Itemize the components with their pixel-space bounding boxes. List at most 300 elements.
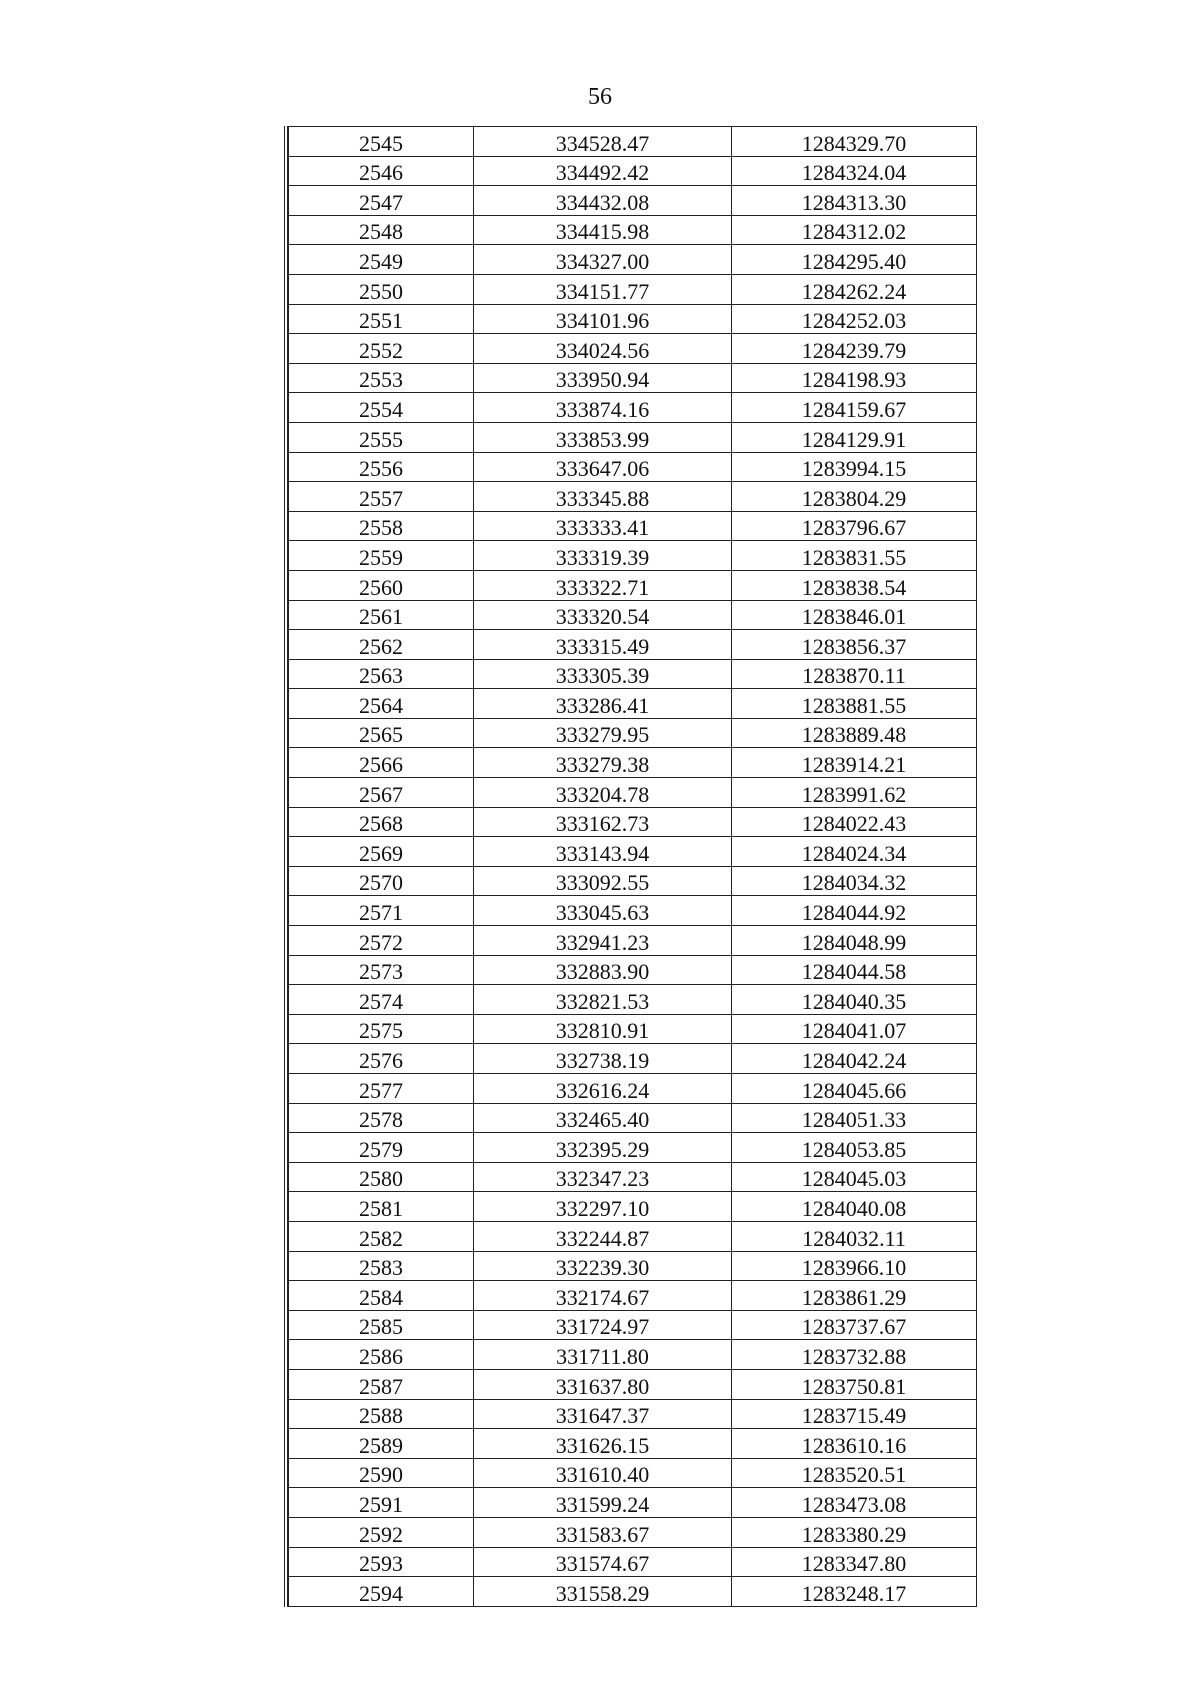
cell-text: 2559 xyxy=(359,544,403,570)
x-coordinate-cell xyxy=(474,1340,732,1370)
x-coordinate-cell xyxy=(474,541,732,571)
cell-text: 332239.30 xyxy=(555,1255,650,1281)
x-coordinate-cell xyxy=(474,1103,732,1133)
cell-text: 1283831.55 xyxy=(801,544,907,570)
table-row xyxy=(289,1133,977,1163)
y-coordinate-cell xyxy=(732,866,977,896)
point-number-cell xyxy=(289,866,474,896)
point-number-cell xyxy=(289,1517,474,1547)
y-coordinate-cell xyxy=(732,837,977,867)
cell-text: 2557 xyxy=(359,485,403,511)
cell-text: 1284053.85 xyxy=(801,1136,907,1162)
cell-text: 2576 xyxy=(359,1048,403,1073)
y-coordinate-cell xyxy=(732,245,977,275)
y-coordinate-cell xyxy=(732,334,977,364)
cell-text: 333320.54 xyxy=(555,604,650,630)
cell-text: 1283966.10 xyxy=(801,1255,907,1281)
table-row xyxy=(289,600,977,630)
cell-text: 2580 xyxy=(359,1166,403,1192)
cell-text: 1284034.32 xyxy=(801,870,907,896)
cell-text: 331637.80 xyxy=(555,1373,650,1399)
table-row xyxy=(289,1340,977,1370)
y-coordinate-cell xyxy=(732,748,977,778)
x-coordinate-cell xyxy=(474,896,732,926)
point-number-cell xyxy=(289,1162,474,1192)
table-row xyxy=(289,630,977,660)
cell-text: 2556 xyxy=(359,456,403,482)
point-number-cell xyxy=(289,334,474,364)
x-coordinate-cell xyxy=(474,1399,732,1429)
y-coordinate-cell xyxy=(732,1014,977,1044)
point-number-cell xyxy=(289,541,474,571)
table-row xyxy=(289,837,977,867)
y-coordinate-cell xyxy=(732,1577,977,1607)
point-number-cell xyxy=(289,1399,474,1429)
cell-text: 1283991.62 xyxy=(801,781,907,807)
cell-text: 2571 xyxy=(359,900,403,926)
cell-text: 333092.55 xyxy=(555,870,650,896)
cell-text: 333286.41 xyxy=(555,692,650,718)
cell-text: 1284239.79 xyxy=(801,337,907,363)
cell-text: 333143.94 xyxy=(555,840,650,866)
y-coordinate-cell xyxy=(732,807,977,837)
cell-text: 334432.08 xyxy=(555,189,650,215)
y-coordinate-cell xyxy=(732,718,977,748)
cell-text: 334024.56 xyxy=(555,337,650,363)
cell-text: 2588 xyxy=(359,1403,403,1429)
cell-text: 2573 xyxy=(359,959,403,985)
x-coordinate-cell xyxy=(474,837,732,867)
x-coordinate-cell xyxy=(474,215,732,245)
table-row xyxy=(289,1577,977,1607)
cell-text: 2569 xyxy=(359,840,403,866)
cell-text: 1284313.30 xyxy=(801,189,907,215)
table-row xyxy=(289,1458,977,1488)
point-number-cell xyxy=(289,186,474,216)
y-coordinate-cell xyxy=(732,1429,977,1459)
cell-text: 2551 xyxy=(359,308,403,334)
cell-text: 2589 xyxy=(359,1432,403,1458)
x-coordinate-cell xyxy=(474,630,732,660)
cell-text: 334151.77 xyxy=(555,278,650,304)
cell-text: 1284044.92 xyxy=(801,900,907,926)
point-number-cell xyxy=(289,837,474,867)
y-coordinate-cell xyxy=(732,156,977,186)
x-coordinate-cell xyxy=(474,866,732,896)
table-row xyxy=(289,1310,977,1340)
table-row xyxy=(289,1221,977,1251)
cell-text: 333322.71 xyxy=(555,574,650,600)
cell-text: 1283804.29 xyxy=(801,485,907,511)
x-coordinate-cell xyxy=(474,570,732,600)
x-coordinate-cell xyxy=(474,1577,732,1607)
cell-text: 2562 xyxy=(359,633,403,659)
y-coordinate-cell xyxy=(732,689,977,719)
point-number-cell xyxy=(289,1340,474,1370)
table-row xyxy=(289,659,977,689)
cell-text: 2546 xyxy=(359,160,403,186)
cell-text: 1284048.99 xyxy=(801,929,907,955)
y-coordinate-cell xyxy=(732,1192,977,1222)
table-row xyxy=(289,1162,977,1192)
y-coordinate-cell xyxy=(732,274,977,304)
x-coordinate-cell xyxy=(474,1517,732,1547)
cell-text: 2564 xyxy=(359,692,403,718)
cell-text: 333853.99 xyxy=(555,426,650,452)
cell-text: 1284051.33 xyxy=(801,1107,907,1133)
point-number-cell xyxy=(289,1103,474,1133)
x-coordinate-cell xyxy=(474,452,732,482)
cell-text: 332616.24 xyxy=(555,1077,650,1103)
cell-text: 331711.80 xyxy=(556,1343,649,1369)
cell-text: 334101.96 xyxy=(555,308,650,334)
point-number-cell xyxy=(289,304,474,334)
cell-text: 332395.29 xyxy=(555,1136,650,1162)
y-coordinate-cell xyxy=(732,1458,977,1488)
y-coordinate-cell xyxy=(732,215,977,245)
cell-text: 2566 xyxy=(359,752,403,778)
cell-text: 1284024.34 xyxy=(801,840,907,866)
x-coordinate-cell xyxy=(474,334,732,364)
cell-text: 1283610.16 xyxy=(801,1432,907,1458)
point-number-cell xyxy=(289,689,474,719)
point-number-cell xyxy=(289,1281,474,1311)
cell-text: 2594 xyxy=(359,1580,403,1606)
point-number-cell xyxy=(289,600,474,630)
point-number-cell xyxy=(289,748,474,778)
cell-text: 1283520.51 xyxy=(801,1462,907,1488)
cell-text: 331558.29 xyxy=(555,1580,650,1606)
cell-text: 333319.39 xyxy=(555,544,650,570)
cell-text: 1283715.49 xyxy=(801,1403,907,1429)
table-row xyxy=(289,896,977,926)
cell-text: 333305.39 xyxy=(555,663,650,689)
cell-text: 2552 xyxy=(359,337,403,363)
cell-text: 1283380.29 xyxy=(801,1521,907,1547)
y-coordinate-cell xyxy=(732,1133,977,1163)
cell-text: 2548 xyxy=(359,219,403,245)
x-coordinate-cell xyxy=(474,1044,732,1074)
cell-text: 1283732.88 xyxy=(801,1343,907,1369)
y-coordinate-cell xyxy=(732,896,977,926)
cell-text: 1283889.48 xyxy=(801,722,907,748)
cell-text: 334492.42 xyxy=(555,160,650,186)
point-number-cell xyxy=(289,570,474,600)
x-coordinate-cell xyxy=(474,1369,732,1399)
cell-text: 2572 xyxy=(359,929,403,955)
x-coordinate-cell xyxy=(474,1310,732,1340)
x-coordinate-cell xyxy=(474,274,732,304)
cell-text: 332821.53 xyxy=(555,988,650,1014)
cell-text: 333315.49 xyxy=(555,633,650,659)
point-number-cell xyxy=(289,985,474,1015)
coordinates-table xyxy=(288,126,977,1607)
cell-text: 332883.90 xyxy=(555,959,650,985)
point-number-cell xyxy=(289,1310,474,1340)
y-coordinate-cell xyxy=(732,985,977,1015)
point-number-cell xyxy=(289,422,474,452)
cell-text: 332347.23 xyxy=(555,1166,650,1192)
x-coordinate-cell xyxy=(474,127,732,157)
table-row xyxy=(289,541,977,571)
cell-text: 331647.37 xyxy=(555,1403,650,1429)
x-coordinate-cell xyxy=(474,1458,732,1488)
point-number-cell xyxy=(289,363,474,393)
table-row xyxy=(289,955,977,985)
y-coordinate-cell xyxy=(732,955,977,985)
cell-text: 331610.40 xyxy=(555,1462,650,1488)
y-coordinate-cell xyxy=(732,393,977,423)
cell-text: 333045.63 xyxy=(555,900,650,926)
y-coordinate-cell xyxy=(732,1340,977,1370)
x-coordinate-cell xyxy=(474,1221,732,1251)
point-number-cell xyxy=(289,1074,474,1104)
point-number-cell xyxy=(289,1577,474,1607)
x-coordinate-cell xyxy=(474,1281,732,1311)
point-number-cell xyxy=(289,452,474,482)
table-row xyxy=(289,1399,977,1429)
table-row xyxy=(289,985,977,1015)
table-row xyxy=(289,866,977,896)
table-row xyxy=(289,689,977,719)
table-row xyxy=(289,778,977,808)
point-number-cell xyxy=(289,1251,474,1281)
cell-text: 1283861.29 xyxy=(801,1284,907,1310)
cell-text: 1283796.67 xyxy=(801,515,907,541)
cell-text: 2586 xyxy=(359,1343,403,1369)
x-coordinate-cell xyxy=(474,422,732,452)
cell-text: 1283846.01 xyxy=(801,604,907,630)
x-coordinate-cell xyxy=(474,1014,732,1044)
coordinates-table-frame xyxy=(284,126,977,1607)
cell-text: 1283347.80 xyxy=(801,1551,907,1577)
cell-text: 2563 xyxy=(359,663,403,689)
table-row xyxy=(289,422,977,452)
point-number-cell xyxy=(289,659,474,689)
table-row xyxy=(289,1044,977,1074)
cell-text: 1283750.81 xyxy=(801,1373,907,1399)
table-row xyxy=(289,1074,977,1104)
cell-text: 2584 xyxy=(359,1284,403,1310)
y-coordinate-cell xyxy=(732,600,977,630)
cell-text: 334528.47 xyxy=(555,130,650,156)
x-coordinate-cell xyxy=(474,511,732,541)
x-coordinate-cell xyxy=(474,600,732,630)
y-coordinate-cell xyxy=(732,630,977,660)
cell-text: 331626.15 xyxy=(555,1432,650,1458)
cell-text: 1284198.93 xyxy=(801,367,907,393)
cell-text: 1284159.67 xyxy=(801,396,907,422)
cell-text: 1284324.04 xyxy=(801,160,907,186)
cell-text: 1283838.54 xyxy=(801,574,907,600)
cell-text: 1283856.37 xyxy=(801,633,907,659)
point-number-cell xyxy=(289,807,474,837)
cell-text: 1284329.70 xyxy=(801,130,907,156)
cell-text: 1284032.11 xyxy=(802,1225,906,1251)
table-row xyxy=(289,186,977,216)
y-coordinate-cell xyxy=(732,304,977,334)
cell-text: 2583 xyxy=(359,1255,403,1281)
cell-text: 2565 xyxy=(359,722,403,748)
table-row xyxy=(289,926,977,956)
point-number-cell xyxy=(289,955,474,985)
cell-text: 1284129.91 xyxy=(801,426,907,452)
cell-text: 1284045.66 xyxy=(801,1077,907,1103)
point-number-cell xyxy=(289,1369,474,1399)
point-number-cell xyxy=(289,1044,474,1074)
table-row xyxy=(289,1103,977,1133)
x-coordinate-cell xyxy=(474,482,732,512)
y-coordinate-cell xyxy=(732,570,977,600)
cell-text: 331574.67 xyxy=(555,1551,650,1577)
cell-text: 1284312.02 xyxy=(801,219,907,245)
point-number-cell xyxy=(289,127,474,157)
y-coordinate-cell xyxy=(732,1517,977,1547)
table-row xyxy=(289,748,977,778)
x-coordinate-cell xyxy=(474,156,732,186)
cell-text: 2558 xyxy=(359,515,403,541)
cell-text: 1284044.58 xyxy=(801,959,907,985)
cell-text: 2549 xyxy=(359,248,403,274)
x-coordinate-cell xyxy=(474,659,732,689)
x-coordinate-cell xyxy=(474,1162,732,1192)
y-coordinate-cell xyxy=(732,452,977,482)
cell-text: 333162.73 xyxy=(555,811,650,837)
cell-text: 1283870.11 xyxy=(802,663,906,689)
cell-text: 1284045.03 xyxy=(801,1166,907,1192)
point-number-cell xyxy=(289,778,474,808)
x-coordinate-cell xyxy=(474,245,732,275)
cell-text: 333204.78 xyxy=(555,781,650,807)
cell-text: 333279.38 xyxy=(555,752,650,778)
cell-text: 2578 xyxy=(359,1107,403,1133)
table-row xyxy=(289,1369,977,1399)
table-row xyxy=(289,452,977,482)
point-number-cell xyxy=(289,926,474,956)
y-coordinate-cell xyxy=(732,1547,977,1577)
x-coordinate-cell xyxy=(474,1133,732,1163)
table-row xyxy=(289,127,977,157)
point-number-cell xyxy=(289,630,474,660)
table-row xyxy=(289,1429,977,1459)
table-row xyxy=(289,807,977,837)
y-coordinate-cell xyxy=(732,659,977,689)
cell-text: 332174.67 xyxy=(555,1284,650,1310)
cell-text: 2585 xyxy=(359,1314,403,1340)
cell-text: 2591 xyxy=(359,1491,403,1517)
cell-text: 2590 xyxy=(359,1462,403,1488)
cell-text: 1283914.21 xyxy=(801,752,907,778)
cell-text: 1284040.08 xyxy=(801,1195,907,1221)
x-coordinate-cell xyxy=(474,363,732,393)
point-number-cell xyxy=(289,482,474,512)
cell-text: 333345.88 xyxy=(555,485,650,511)
x-coordinate-cell xyxy=(474,1547,732,1577)
y-coordinate-cell xyxy=(732,541,977,571)
table-row xyxy=(289,393,977,423)
cell-text: 2581 xyxy=(359,1195,403,1221)
y-coordinate-cell xyxy=(732,1251,977,1281)
cell-text: 1284042.24 xyxy=(801,1048,907,1073)
table-row xyxy=(289,1192,977,1222)
table-row xyxy=(289,334,977,364)
x-coordinate-cell xyxy=(474,689,732,719)
table-row xyxy=(289,1014,977,1044)
cell-text: 1284262.24 xyxy=(801,278,907,304)
cell-text: 331724.97 xyxy=(555,1314,650,1340)
cell-text: 1283881.55 xyxy=(801,692,907,718)
cell-text: 2553 xyxy=(359,367,403,393)
cell-text: 2574 xyxy=(359,988,403,1014)
x-coordinate-cell xyxy=(474,1429,732,1459)
point-number-cell xyxy=(289,156,474,186)
x-coordinate-cell xyxy=(474,807,732,837)
point-number-cell xyxy=(289,511,474,541)
cell-text: 2593 xyxy=(359,1551,403,1577)
cell-text: 333333.41 xyxy=(555,515,650,541)
cell-text: 2561 xyxy=(359,604,403,630)
x-coordinate-cell xyxy=(474,1488,732,1518)
y-coordinate-cell xyxy=(732,926,977,956)
table-row xyxy=(289,363,977,393)
cell-text: 332738.19 xyxy=(555,1048,650,1073)
point-number-cell xyxy=(289,1133,474,1163)
table-row xyxy=(289,1488,977,1518)
cell-text: 2547 xyxy=(359,189,403,215)
point-number-cell xyxy=(289,1458,474,1488)
y-coordinate-cell xyxy=(732,1369,977,1399)
cell-text: 332465.40 xyxy=(555,1107,650,1133)
y-coordinate-cell xyxy=(732,1221,977,1251)
cell-text: 333874.16 xyxy=(555,396,650,422)
table-body xyxy=(289,127,977,1607)
cell-text: 2555 xyxy=(359,426,403,452)
table-row xyxy=(289,304,977,334)
x-coordinate-cell xyxy=(474,1192,732,1222)
y-coordinate-cell xyxy=(732,127,977,157)
cell-text: 2582 xyxy=(359,1225,403,1251)
cell-text: 2545 xyxy=(359,130,403,156)
cell-text: 334327.00 xyxy=(555,248,650,274)
y-coordinate-cell xyxy=(732,1281,977,1311)
y-coordinate-cell xyxy=(732,186,977,216)
y-coordinate-cell xyxy=(732,511,977,541)
table-row xyxy=(289,215,977,245)
cell-text: 2560 xyxy=(359,574,403,600)
cell-text: 1283994.15 xyxy=(801,456,907,482)
page-number: 56 xyxy=(588,84,612,110)
y-coordinate-cell xyxy=(732,1399,977,1429)
y-coordinate-cell xyxy=(732,482,977,512)
cell-text: 1284041.07 xyxy=(801,1018,907,1044)
point-number-cell xyxy=(289,1547,474,1577)
y-coordinate-cell xyxy=(732,1074,977,1104)
cell-text: 2575 xyxy=(359,1018,403,1044)
table-row xyxy=(289,1547,977,1577)
cell-text: 333950.94 xyxy=(555,367,650,393)
table-row xyxy=(289,511,977,541)
cell-text: 334415.98 xyxy=(555,219,650,245)
x-coordinate-cell xyxy=(474,778,732,808)
cell-text: 2587 xyxy=(359,1373,403,1399)
table-row xyxy=(289,1251,977,1281)
cell-text: 333279.95 xyxy=(555,722,650,748)
y-coordinate-cell xyxy=(732,1103,977,1133)
point-number-cell xyxy=(289,1192,474,1222)
cell-text: 1283248.17 xyxy=(801,1580,907,1606)
cell-text: 332244.87 xyxy=(555,1225,650,1251)
x-coordinate-cell xyxy=(474,926,732,956)
